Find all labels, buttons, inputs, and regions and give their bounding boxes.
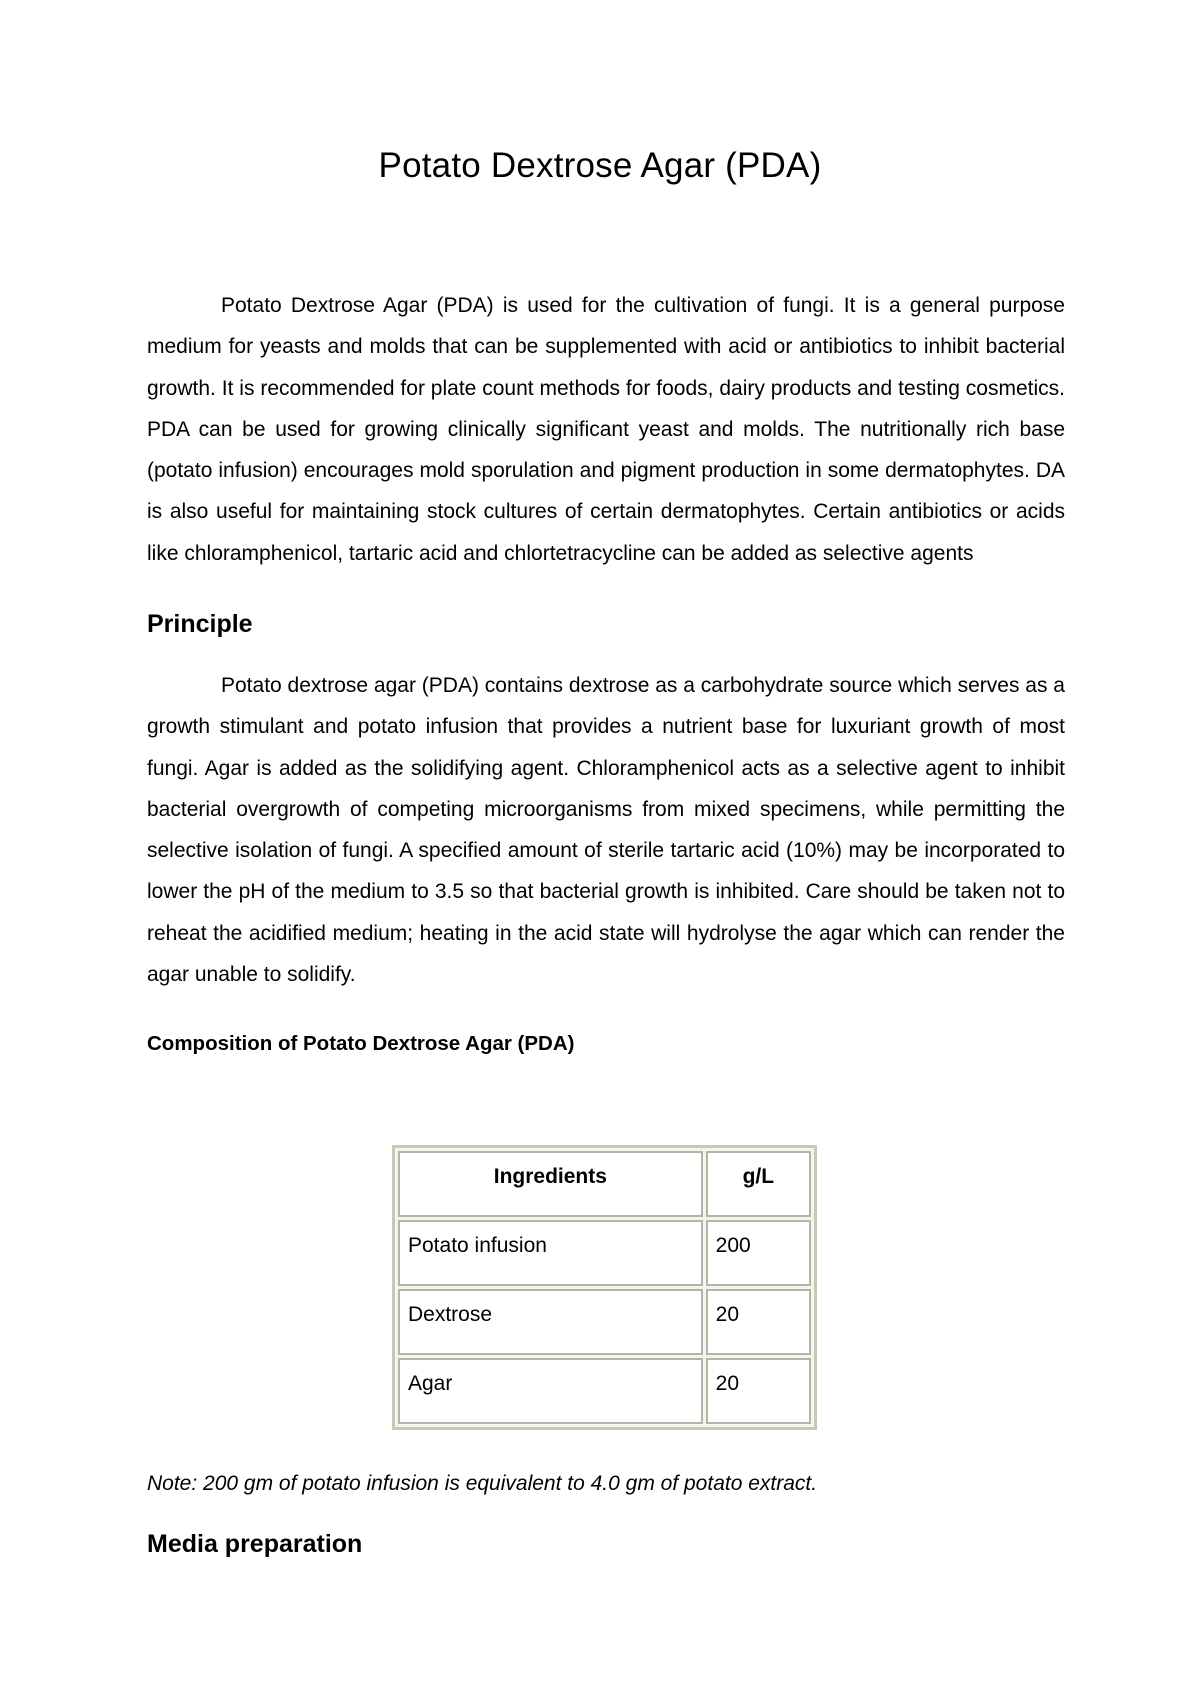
- table-row: [398, 1289, 811, 1355]
- amount-cell: 20: [706, 1358, 811, 1424]
- table-row: [398, 1358, 811, 1424]
- ingredient-cell: Dextrose: [398, 1289, 703, 1355]
- composition-table: [392, 1145, 817, 1430]
- header-ingredients: Ingredients: [398, 1151, 703, 1217]
- amount-cell: 200: [706, 1220, 811, 1286]
- header-grams-per-liter: g/L: [706, 1151, 811, 1217]
- principle-heading: Principle: [147, 610, 253, 638]
- table-header-row: [398, 1151, 811, 1217]
- ingredient-cell: Potato infusion: [398, 1220, 703, 1286]
- intro-paragraph: Potato Dextrose Agar (PDA) is used for the cultivation of fungi. It is a general purpose medium for yeasts and molds that can be supplemented with acid or antibiotics to inhibit bacterial growth. It is recommended for plate count methods for foods, dairy products and testing cosmetics. PDA can be used for growing clinically significant yeast and molds. The nutritionally rich base (potato infusion) encourages mold sporulation and pigment production in some dermatophytes. DA is also useful for maintaining stock cultures of certain dermatophytes. Certain antibiotics or acids like chloramphenicol, tartaric acid and chlortetracycline can be added as selective agents: [147, 294, 1065, 565]
- composition-heading: Composition of Potato Dextrose Agar (PDA): [147, 1032, 575, 1055]
- note-text: Note: 200 gm of potato infusion is equivalent to 4.0 gm of potato extract.: [147, 1472, 818, 1495]
- ingredient-cell: Agar: [398, 1358, 703, 1424]
- page-title: Potato Dextrose Agar (PDA): [378, 146, 822, 185]
- table-row: [398, 1220, 811, 1286]
- principle-paragraph: Potato dextrose agar (PDA) contains dextrose as a carbohydrate source which serves as a growth stimulant and potato infusion that provides a nutrient base for luxuriant growth of most fungi. Agar is added as the solidifying agent. Chloramphenicol acts as a selective agent to inhibit bacterial overgrowth of competing microorganisms from mixed specimens, while permitting the selective isolation of fungi. A specified amount of sterile tartaric acid (10%) may be incorporated to lower the pH of the medium to 3.5 so that bacterial growth is inhibited. Care should be taken not to reheat the acidified medium; heating in the acid state will hydrolyse the agar which can render the agar unable to solidify.: [147, 674, 1065, 987]
- amount-cell: 20: [706, 1289, 811, 1355]
- media-preparation-heading: Media preparation: [147, 1530, 363, 1558]
